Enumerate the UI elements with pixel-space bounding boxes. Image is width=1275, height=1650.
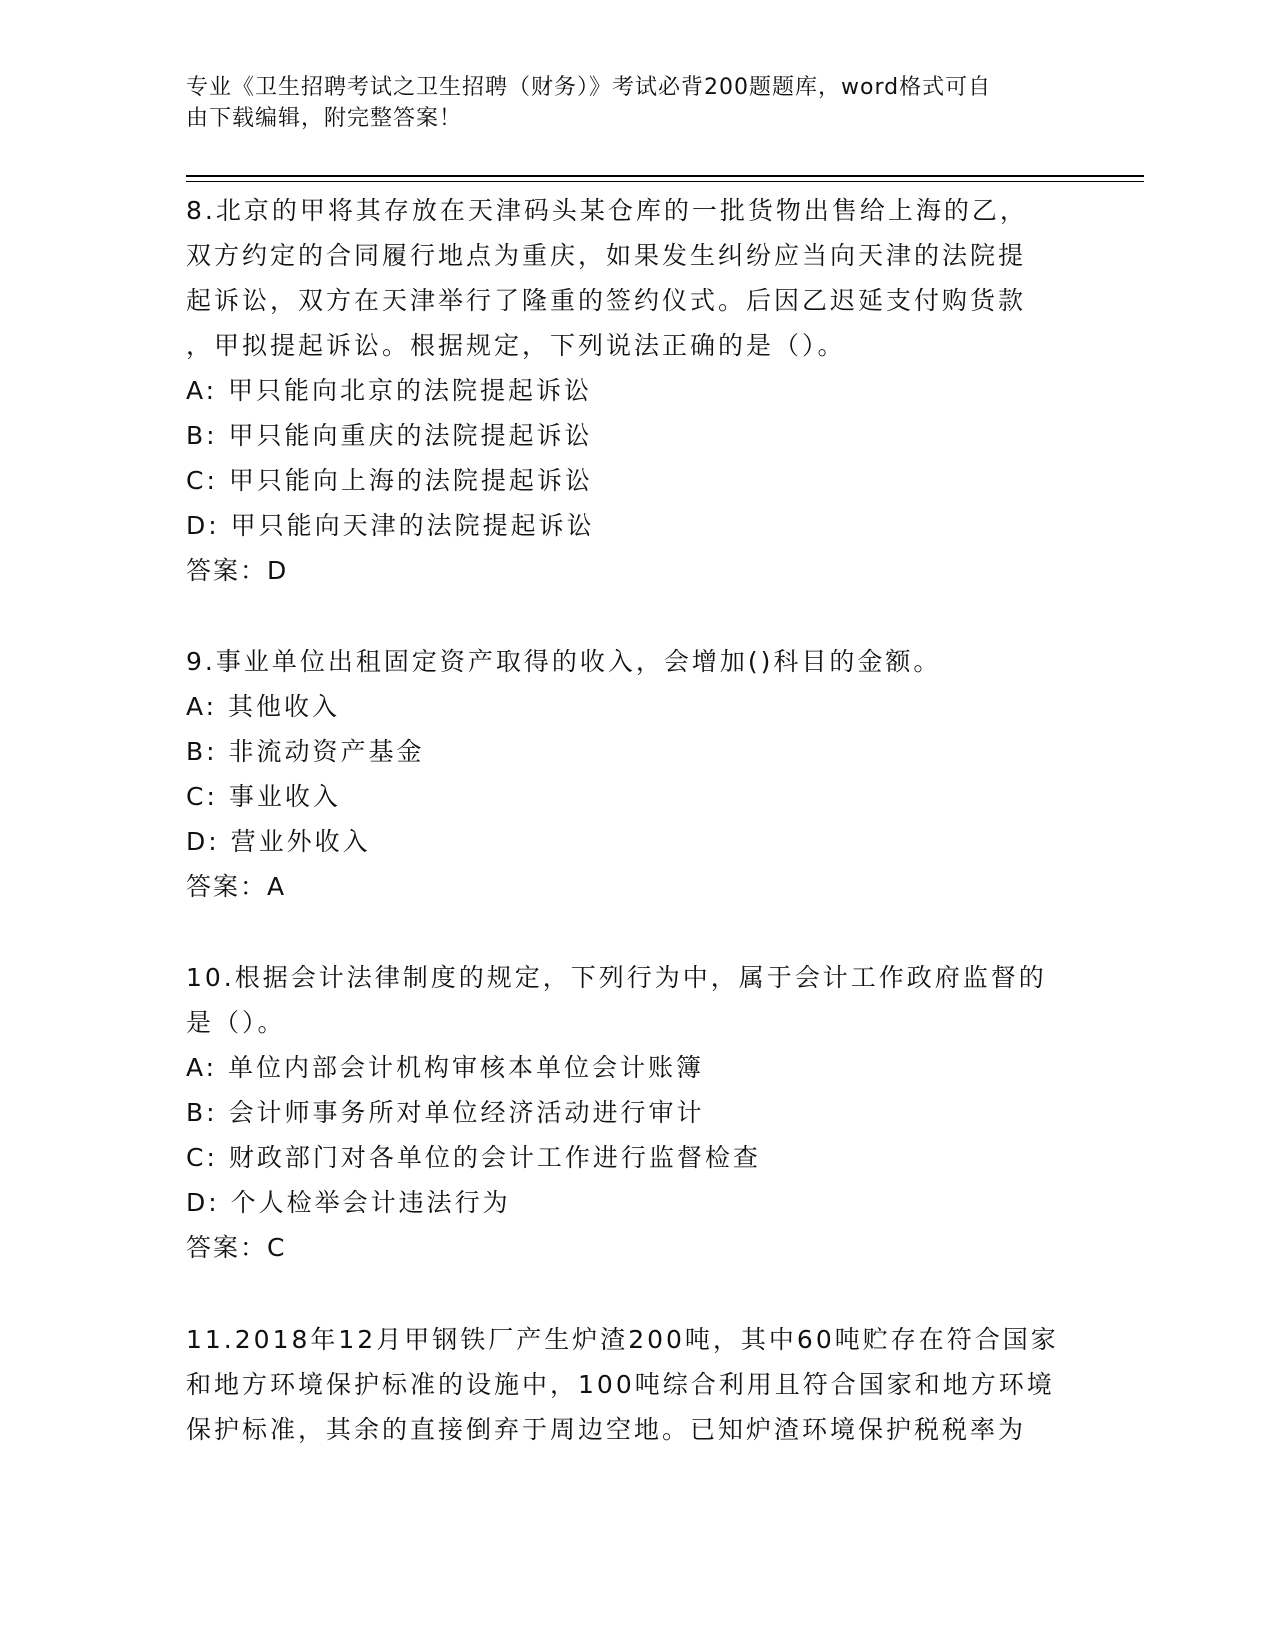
question-list [186,188,1086,1452]
spacer [186,1270,1086,1317]
question-stem-line: 起诉讼，双方在天津举行了隆重的签约仪式。后因乙迟延支付购货款 [186,286,1027,315]
question-stem-line: 双方约定的合同履行地点为重庆，如果发生纠纷应当向天津的法院提 [186,241,1027,270]
option-c: C: 事业收入 [186,782,341,811]
question-9 [186,639,1086,909]
option-a: A: 其他收入 [186,692,341,721]
header-title-line-2: 由下载编辑，附完整答案！ [186,106,463,131]
question-stem-line: 8.北京的甲将其存放在天津码头某仓库的一批货物出售给上海的乙， [186,196,1028,225]
option-d: D: 营业外收入 [186,827,371,856]
answer-line: 答案：D [186,556,289,585]
option-a: A: 甲只能向北京的法院提起诉讼 [186,376,593,405]
question-8 [186,188,1086,593]
question-10 [186,955,1086,1270]
option-c: C: 甲只能向上海的法院提起诉讼 [186,466,593,495]
answer-line: 答案：C [186,1233,287,1262]
question-stem-line: 9.事业单位出租固定资产取得的收入，会增加()科目的金额。 [186,647,942,676]
question-stem-line: 11.2018年12月甲钢铁厂产生炉渣200吨，其中60吨贮存在符合国家 [186,1325,1059,1354]
question-11 [186,1317,1086,1452]
question-stem-line: ，甲拟提起诉讼。根据规定，下列说法正确的是（）。 [186,331,846,360]
option-b: B: 会计师事务所对单位经济活动进行审计 [186,1098,705,1127]
question-stem-line: 保护标准，其余的直接倒弃于周边空地。已知炉渣环境保护税税率为 [186,1415,1027,1444]
question-stem-line: 和地方环境保护标准的设施中，100吨综合利用且符合国家和地方环境 [186,1370,1055,1399]
option-a: A: 单位内部会计机构审核本单位会计账簿 [186,1053,705,1082]
question-stem-line: 是（）。 [186,1008,286,1037]
question-stem-line: 10.根据会计法律制度的规定，下列行为中，属于会计工作政府监督的 [186,963,1047,992]
header-divider-thick [186,175,1144,177]
option-b: B: 甲只能向重庆的法院提起诉讼 [186,421,593,450]
option-d: D: 甲只能向天津的法院提起诉讼 [186,511,595,540]
header-title-line-1: 专业《卫生招聘考试之卫生招聘（财务）》考试必背200题题库，word格式可自 [186,75,992,100]
answer-line: 答案：A [186,872,287,901]
header-divider-thin [186,181,1144,182]
option-d: D: 个人检举会计违法行为 [186,1188,511,1217]
spacer [186,909,1086,955]
option-c: C: 财政部门对各单位的会计工作进行监督检查 [186,1143,761,1172]
spacer [186,593,1086,639]
option-b: B: 非流动资产基金 [186,737,425,766]
document-header [186,72,1086,134]
